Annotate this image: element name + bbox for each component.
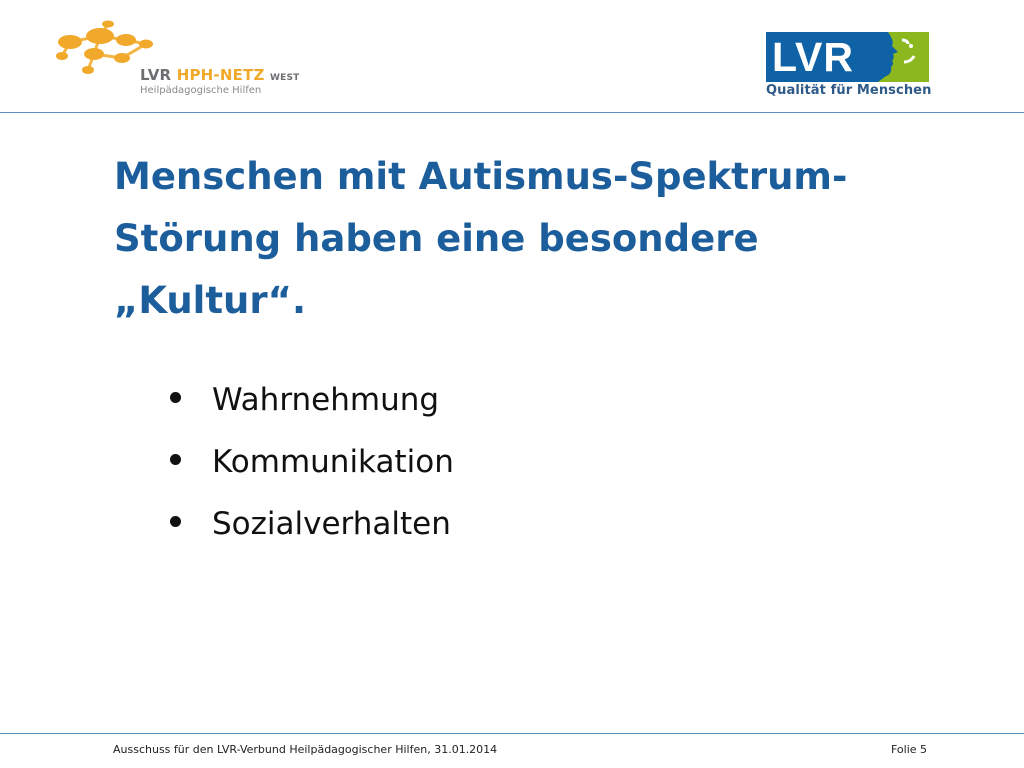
hph-netz-west-logo [48,20,300,104]
slide-number: Folie 5 [891,743,928,756]
logo-title [140,66,299,84]
logo-hph-netz: HPH-NETZ [176,66,265,84]
footer-divider [0,733,1024,734]
slide-title: Menschen mit Autismus-Spektrum- Störung haben eine besondere „Kultur“. [114,155,848,322]
bullet-text: Wahrnehmung [212,382,440,418]
bullet-icon [170,516,181,527]
logo-west: WEST [269,73,300,83]
footer-caption: Ausschuss für den LVR-Verbund Heilpädagogischer Hilfen, 31.01.2014 [113,743,498,756]
bullet-text: Sozialverhalten [212,506,451,542]
lvr-wordmark: LVR [772,34,854,80]
lvr-tagline: Qualität für Menschen [766,83,932,98]
logo-subtitle: Heilpädagogische Hilfen [140,85,262,96]
lvr-logo-mark [766,32,929,82]
header-divider [0,112,1024,113]
list-item [170,440,454,502]
bullet-icon [170,392,181,403]
logo-lvr: LVR [140,66,172,84]
bullet-list [170,378,454,564]
face-profile-icon [878,32,929,82]
bullet-text: Kommunikation [212,444,454,480]
list-item [170,502,454,564]
list-item [170,378,454,440]
lvr-logo [766,32,930,102]
bullet-icon [170,454,181,465]
